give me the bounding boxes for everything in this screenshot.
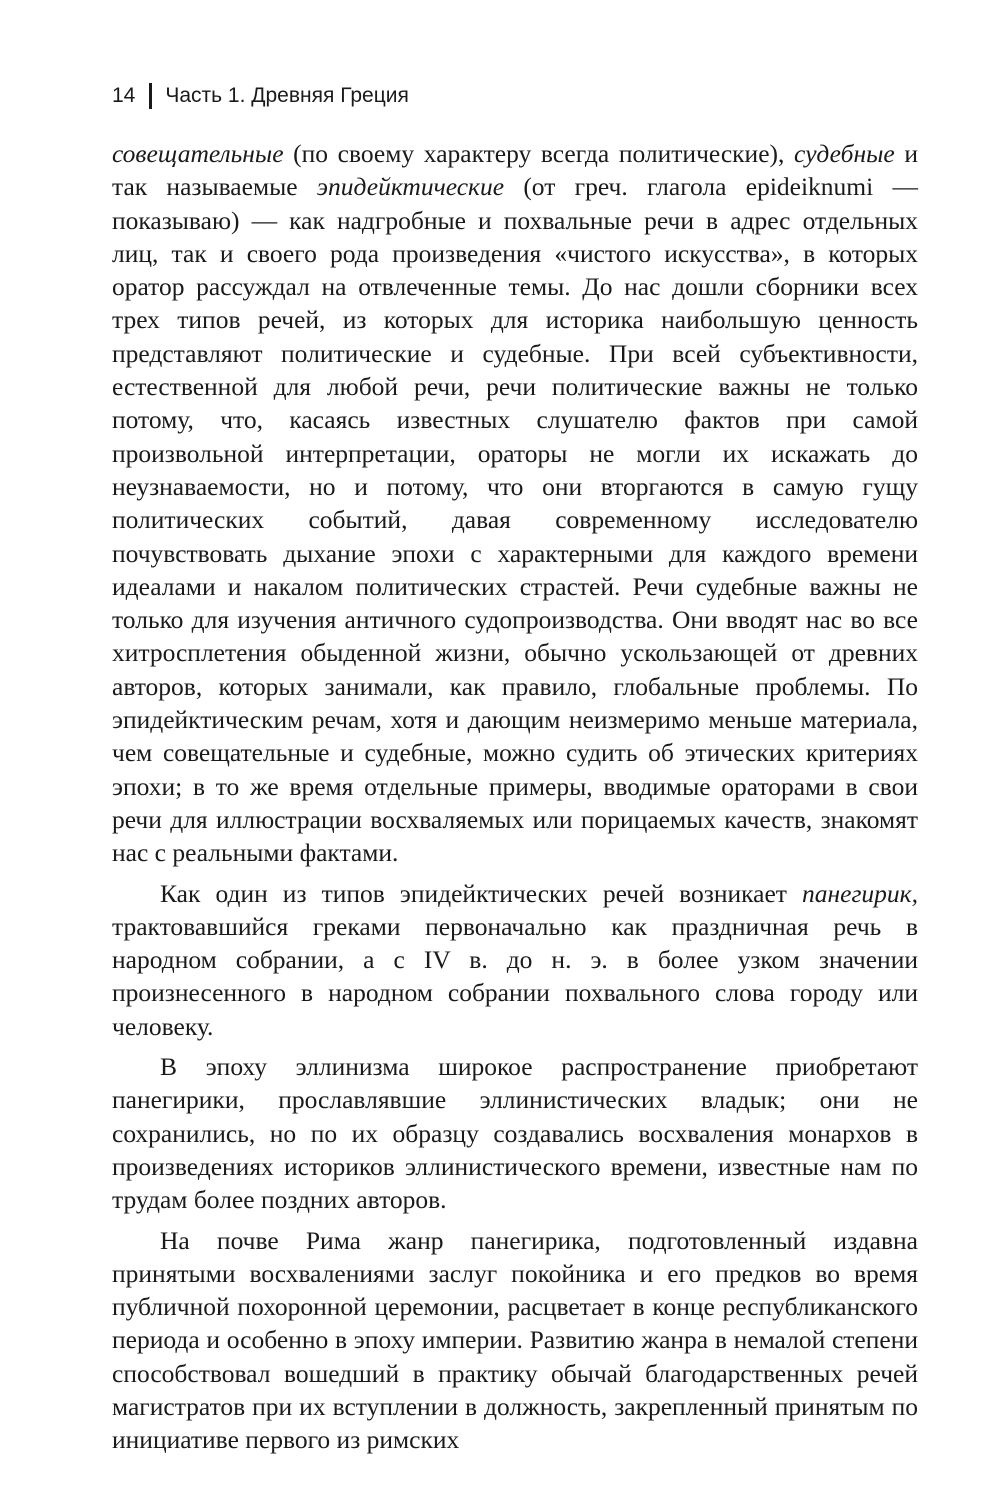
term-sudebnye: судебные <box>794 139 895 168</box>
term-epideikticheskie: эпидейктические <box>316 172 505 202</box>
paragraph-3 <box>112 1050 918 1216</box>
body-text <box>112 137 918 1457</box>
term-panegirik: панегирик, <box>802 878 918 908</box>
section-title: Часть 1. Древняя Греция <box>165 84 409 107</box>
paragraph-1 <box>112 137 918 870</box>
text-segment: (от греч. глагола epideiknumi — показываю) — как надгробные и похвальные речи в адрес отдельных лиц, так и своего рода произведения «чистого искусства», в которых оратор рассуждал на отвлеченные темы. До нас дошли сборники всех трех типов речей, из которых для историка наибольшую ценность представляют политические и судебные. При всей субъективности, естественной для любой речи, речи политические важны не только потому, что, касаясь известных слушателю фактов при самой произвольной интерпретации, ораторы не могли их искажать до неузнаваемости, но и потому, что они вторгаются в самую гущу политических событий, давая современному исследователю почувствовать дыхание эпохи с характерными для каждого времени идеалами и накалом политических страстей. Речи судебные важны не только для изучения античного судопроизводства. Они вводят нас во все хитросплетения обыденной жизни, обычно ускользающей от древних авторов, которых занимали, как правило, глобальные проблемы. По эпидейктическим речам, хотя и дающим неизмеримо меньше материала, чем совещательные и судебные, можно судить об этических критериях эпохи; в то же время отдельные примеры, вводимые ораторами в свои речи для иллюстрации восхваляемых или порицаемых качеств, знакомят нас с реальными фактами. <box>112 172 918 868</box>
text-segment: Как один из типов эпидейктических речей возникает <box>160 878 803 908</box>
running-head <box>112 80 409 112</box>
text-segment: В эпоху эллинизма широкое распространение приобретают панегирики, прославлявшие эллинистических владык; они не сохранились, но по их образцу создавались восхваления монархов в произведениях историков эллинистического времени, известные нам по трудам более поздних авторов. <box>112 1052 918 1215</box>
text-segment: трактовавшийся греками первоначально как праздничная речь в народном собрании, а с IV в. до н. э. в более узком значении произнесенного в народном собрании похвального слова городу или человеку. <box>112 911 918 1041</box>
paragraph-2 <box>112 877 918 1043</box>
header-divider <box>149 83 152 109</box>
text-segment: (по своему характеру всегда политические), <box>283 139 795 168</box>
paragraph-4 <box>112 1224 918 1457</box>
page-number: 14 <box>112 84 136 107</box>
text-segment: и так называемые <box>112 139 918 202</box>
term-soveshchatelnye: совещательные <box>112 139 284 168</box>
text-segment: На почве Рима жанр панегирика, подготовленный издавна принятыми восхвалениями заслуг покойника и его предков во время публичной похоронной церемонии, расцветает в конце республиканского периода и особенно в эпоху империи. Развитию жанра в немалой степени способствовал вошедший в практику обычай благодарственных речей магистратов при их вступлении в должность, закрепленный принятым по инициативе первого из римских <box>112 1225 918 1455</box>
